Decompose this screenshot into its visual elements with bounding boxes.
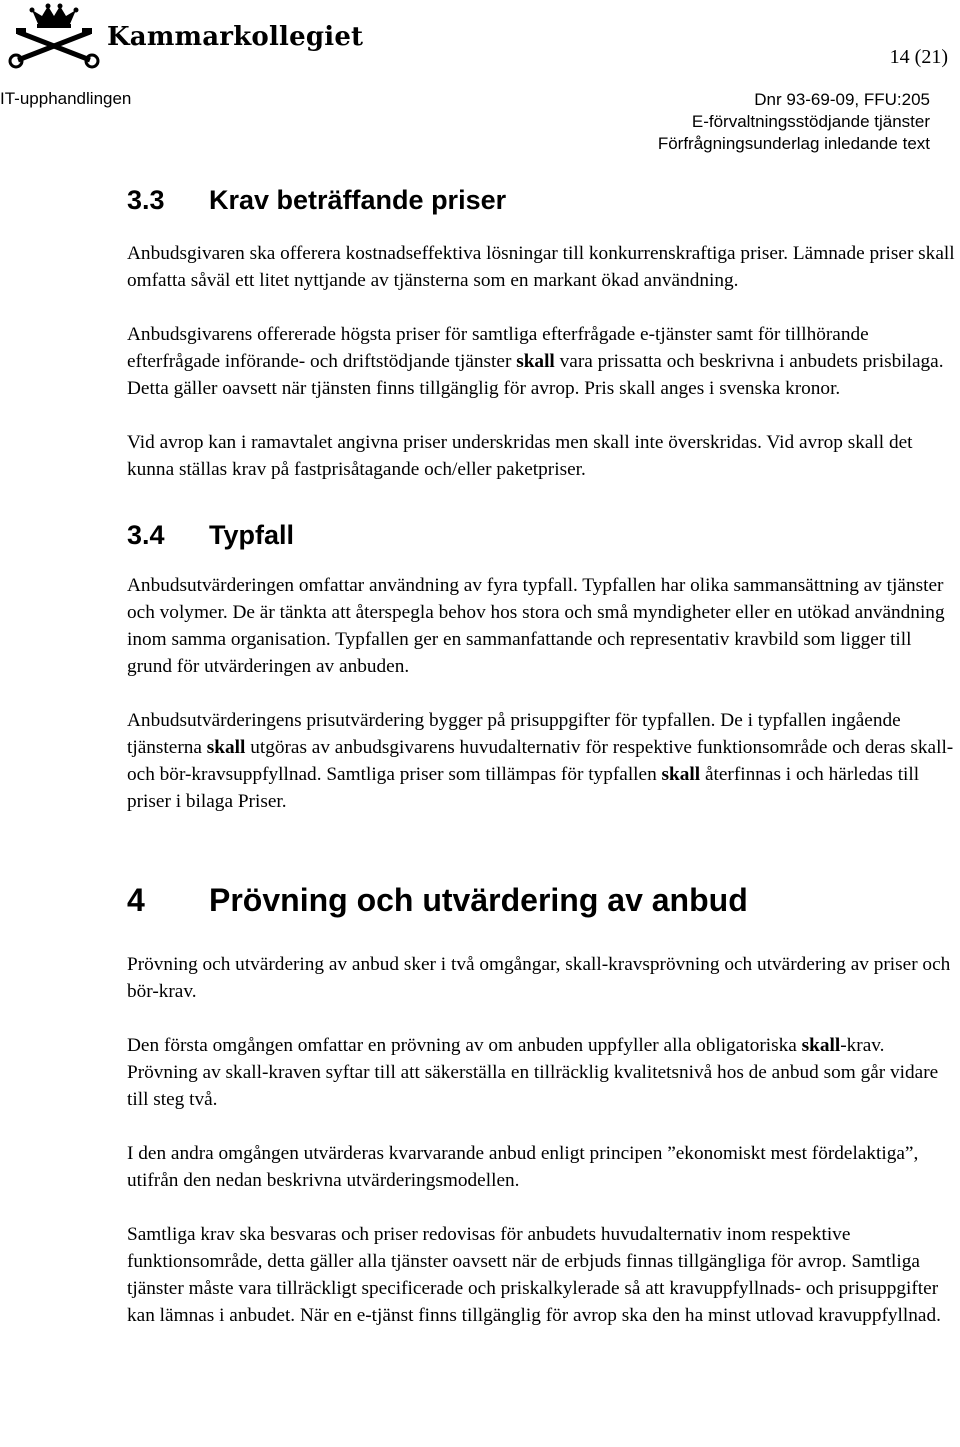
paragraph: Anbudsgivaren ska offerera kostnadseffektiva lösningar till konkurrenskraftiga priser. Lämnade priser skall omfatta såväl ett litet nyttjande av tjänsterna som en markant ökad användning. [127,243,955,291]
bold-skall: skall [516,351,555,372]
header-left-label: IT-upphandlingen [0,89,132,108]
heading-3-4 [127,515,957,555]
bold-skall: skall [206,737,246,758]
heading-4 [127,878,957,922]
header-document-line: Förfrågningsunderlag inledande text [657,134,930,153]
paragraph: I den andra omgången utvärderas kvarvarande anbud enligt principen ”ekonomiskt mest fördelaktiga”, utifrån den nedan beskrivna utvärderingsmodellen. [127,1143,919,1191]
heading-title: Krav beträffande priser [209,185,507,215]
paragraph: Prövning och utvärdering av anbud sker i två omgångar, skall-kravsprövning och utvärdering av priser och bör-krav. [127,954,951,1002]
bold-skall: skall [661,764,701,785]
paragraph: Den första omgången omfattar en prövning av om anbuden uppfyller alla obligatoriska skall-krav. Prövning av skall-kraven syftar till att säkerställa en tillräcklig kvalitetsnivå hos de anbud som går vidare till steg två. [127,1035,939,1110]
paragraph: Samtliga krav ska besvaras och priser redovisas för anbudets huvudalternativ inom respektive funktionsområde, detta gäller alla tjänster oavsett när de erbjuds finnas tillgängliga för avrop. Samtliga tjänster måste vara tillräckligt specificerade och priskalkylerade så att kravuppfyllnads- och prisuppgifter kan lämnas i anbudet. När en e-tjänst finns tillgänglig för avrop ska den ha minst utlovad kravuppfyllnad. [127,1224,941,1326]
paragraph: Anbudsutvärderingen omfattar användning av fyra typfall. Typfallen har olika sammansättning av tjänster och volymer. De är tänkta att återspegla behov hos stora och små myndigheter eller en utökad användning inom samma organisation. Typfallen ger en sammanfattande och representativ kravbild som ligger till grund för utvärderingen av anbuden. [127,575,945,677]
header-reference-number: Dnr 93-69-09, FFU:205 [754,90,930,109]
paragraph: Anbudsgivarens offererade högsta priser för samtliga efterfrågade e-tjänster samt för tillhörande efterfrågade införande- och driftstödjande tjänster skall vara prissatta och beskrivna i anbudets prisbilaga. Detta gäller oavsett när tjänsten finns tillgänglig för avrop. Pris skall anges i svenska kronor. [127,324,944,399]
bold-skall: skall [801,1035,841,1056]
document-body [127,180,957,1329]
heading-title: Prövning och utvärdering av anbud [209,882,748,918]
header-right-block [658,89,930,155]
header-service-line: E-förvaltningsstödjande tjänster [691,112,930,131]
paragraph: Vid avrop kan i ramavtalet angivna priser underskridas men skall inte överskridas. Vid avrop skall det kunna ställas krav på fastprisåtagande och/eller paketpriser. [127,432,913,480]
heading-number: 4 [127,882,145,918]
organization-name: Kammarkollegiet [107,22,364,52]
paragraph: Anbudsutvärderingens prisutvärdering bygger på prisuppgifter för typfallen. De i typfallen ingående tjänsterna skall utgöras av anbudsgivarens huvudalternativ för respektive funktionsområde och deras skall- och bör-kravsuppfyllnad. Samtliga priser som tillämpas för typfallen skall återfinnas i och härledas till priser i bilaga Priser. [127,710,954,812]
header-logo [4,2,364,72]
heading-number: 3.3 [127,185,165,215]
heading-3-3 [127,180,957,220]
crown-keys-logo-icon [4,2,104,72]
heading-title: Typfall [209,520,295,550]
page-number: 14 (21) [889,46,948,68]
heading-number: 3.4 [127,520,165,550]
